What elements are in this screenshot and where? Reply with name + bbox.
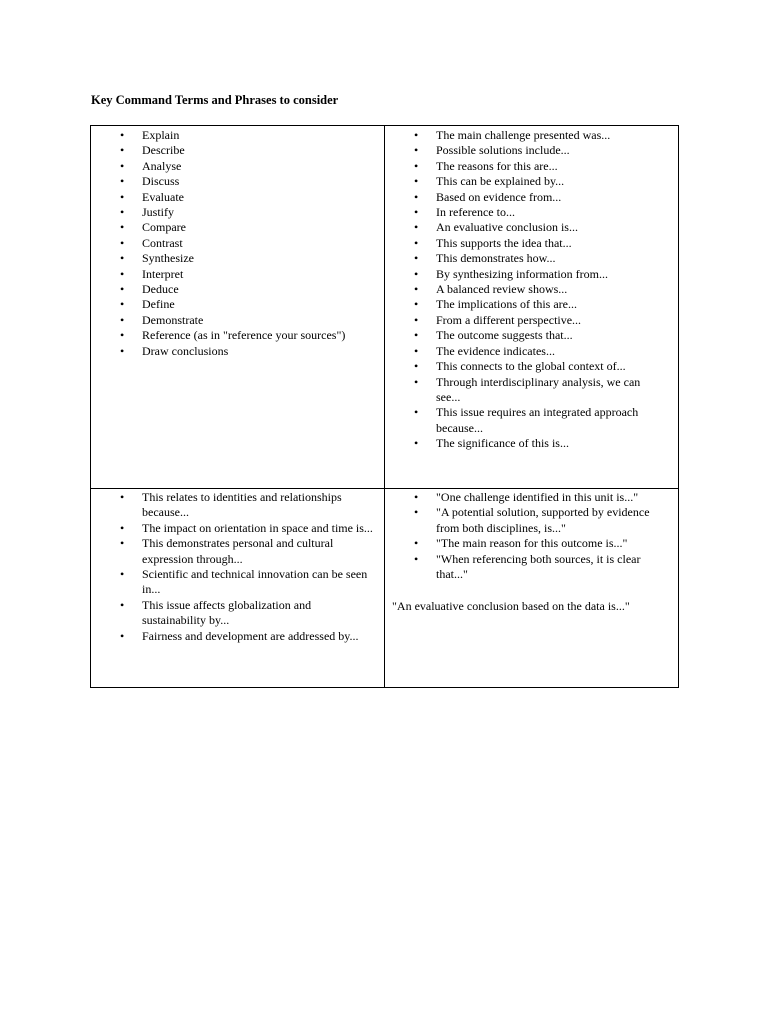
- list-item: • "One challenge identified in this unit is...": [385, 490, 678, 505]
- list-item: • Evaluate: [91, 190, 384, 205]
- list-item: • Deduce: [91, 282, 384, 297]
- list-item: • Fairness and development are addressed by...: [91, 629, 384, 644]
- list-item: • Through interdisciplinary analysis, we can see...: [385, 375, 678, 406]
- list-item: • Discuss: [91, 174, 384, 189]
- list-item: • This connects to the global context of...: [385, 359, 678, 374]
- list-item: • This demonstrates personal and cultural expression through...: [91, 536, 384, 567]
- list-item: • The implications of this are...: [385, 297, 678, 312]
- list-item: • Reference (as in "reference your sources"): [91, 328, 384, 343]
- quoted-phrases-cell: [384, 488, 679, 688]
- phrases-cell: [384, 125, 679, 489]
- list-item: • Draw conclusions: [91, 344, 384, 359]
- list-item: • In reference to...: [385, 205, 678, 220]
- list-item: • "A potential solution, supported by evidence from both disciplines, is...": [385, 505, 678, 536]
- list-item: • Compare: [91, 220, 384, 235]
- list-item: • Analyse: [91, 159, 384, 174]
- list-item: • Justify: [91, 205, 384, 220]
- list-item: • This demonstrates how...: [385, 251, 678, 266]
- command-terms-cell: [90, 125, 385, 489]
- list-item: • The main challenge presented was...: [385, 128, 678, 143]
- list-item: • "The main reason for this outcome is...": [385, 536, 678, 551]
- list-item: • Scientific and technical innovation can be seen in...: [91, 567, 384, 598]
- list-item: • Possible solutions include...: [385, 143, 678, 158]
- list-item: • The outcome suggests that...: [385, 328, 678, 343]
- list-item: • This issue affects globalization and sustainability by...: [91, 598, 384, 629]
- list-item: • The reasons for this are...: [385, 159, 678, 174]
- standalone-phrase: "An evaluative conclusion based on the data is...": [392, 599, 630, 613]
- list-item: • Demonstrate: [91, 313, 384, 328]
- list-item: • Define: [91, 297, 384, 312]
- list-item: • By synthesizing information from...: [385, 267, 678, 282]
- quoted-phrases-list: [385, 490, 678, 582]
- command-terms-list: [91, 128, 384, 359]
- phrases-list: [385, 128, 678, 452]
- document-heading: Key Command Terms and Phrases to consider: [91, 93, 339, 107]
- list-item: • Synthesize: [91, 251, 384, 266]
- list-item: • Describe: [91, 143, 384, 158]
- list-item: • A balanced review shows...: [385, 282, 678, 297]
- list-item: • This supports the idea that...: [385, 236, 678, 251]
- global-context-cell: [90, 488, 385, 688]
- global-context-list: [91, 490, 384, 644]
- list-item: • Contrast: [91, 236, 384, 251]
- list-item: • The evidence indicates...: [385, 344, 678, 359]
- list-item: • This relates to identities and relationships because...: [91, 490, 384, 521]
- list-item: • From a different perspective...: [385, 313, 678, 328]
- list-item: • This can be explained by...: [385, 174, 678, 189]
- list-item: • The impact on orientation in space and time is...: [91, 521, 384, 536]
- list-item: • The significance of this is...: [385, 436, 678, 451]
- list-item: • Interpret: [91, 267, 384, 282]
- list-item: • Explain: [91, 128, 384, 143]
- list-item: • This issue requires an integrated approach because...: [385, 405, 678, 436]
- list-item: • An evaluative conclusion is...: [385, 220, 678, 235]
- list-item: • Based on evidence from...: [385, 190, 678, 205]
- list-item: • "When referencing both sources, it is clear that...": [385, 552, 678, 583]
